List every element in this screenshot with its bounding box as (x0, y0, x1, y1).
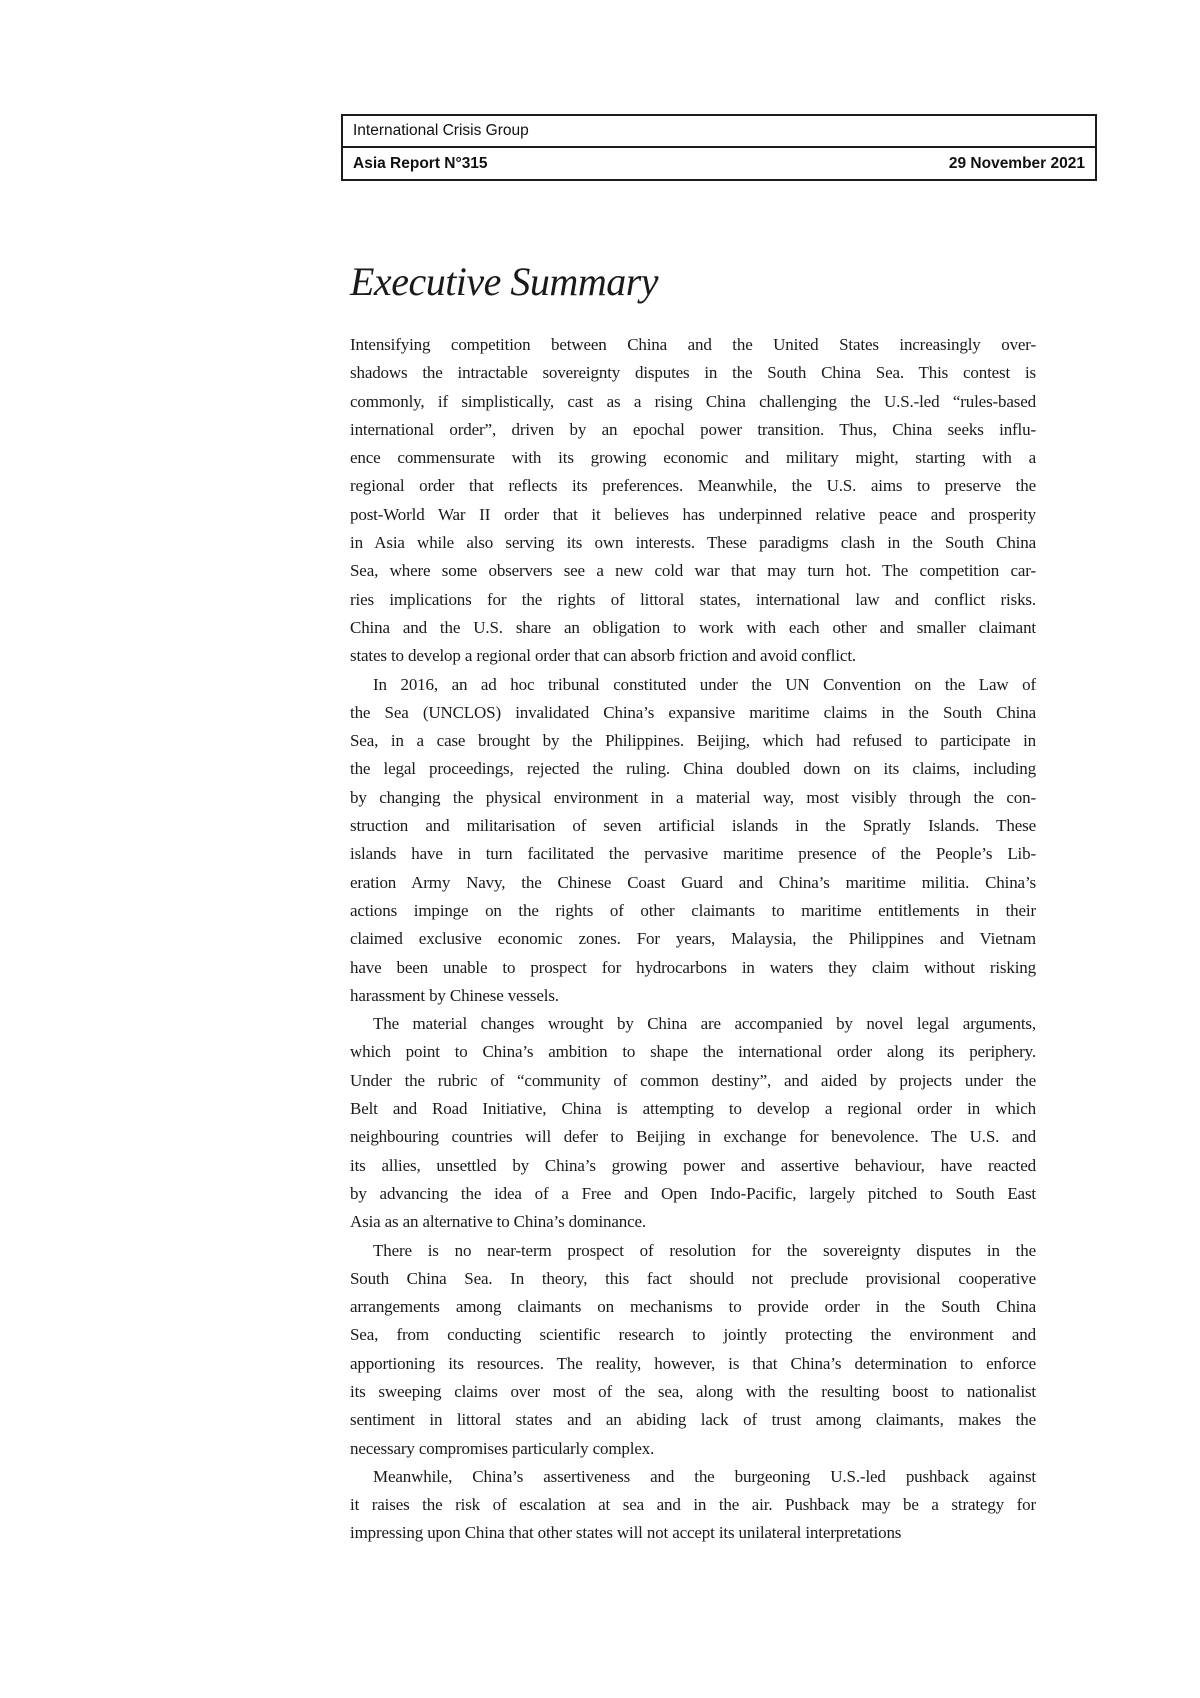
text-line: There is no near-term prospect of resolution for the sovereignty disputes in the (373, 1240, 1036, 1260)
text-line: apportioning its resources. The reality, however, is that China’s determination to enforce (350, 1353, 1036, 1373)
paragraph (350, 331, 1036, 671)
report-date: 29 November 2021 (948, 155, 1085, 172)
text-line: Under the rubric of “community of common destiny”, and aided by projects under the (350, 1070, 1036, 1090)
text-line: have been unable to prospect for hydrocarbons in waters they claim without risking (350, 957, 1036, 977)
paragraph (350, 1010, 1036, 1236)
paragraph (350, 1237, 1036, 1463)
section-title: Executive Summary (350, 259, 659, 304)
text-line: sentiment in littoral states and an abiding lack of trust among claimants, makes the (350, 1410, 1036, 1430)
text-line: actions impinge on the rights of other claimants to maritime entitlements in their (350, 900, 1036, 920)
text-line: Intensifying competition between China and the United States increasingly over- (350, 335, 1036, 354)
text-line: eration Army Navy, the Chinese Coast Guard and China’s maritime militia. China’s (350, 872, 1036, 892)
text-line: shadows the intractable sovereignty disputes in the South China Sea. This contest is (350, 363, 1036, 383)
text-line: impressing upon China that other states will not accept its unilateral interpretations (350, 1523, 902, 1543)
text-line: islands have in turn facilitated the pervasive maritime presence of the People’s Lib- (350, 844, 1036, 864)
text-line: states to develop a regional order that can absorb friction and avoid conflict. (350, 646, 856, 666)
text-line: South China Sea. In theory, this fact should not preclude provisional cooperative (350, 1268, 1036, 1288)
executive-summary-body (350, 331, 1036, 1548)
text-line: by advancing the idea of a Free and Open Indo-Pacific, largely pitched to South East (350, 1183, 1036, 1203)
paragraph (350, 1463, 1036, 1548)
report-header-meta (343, 148, 1095, 179)
text-line: its sweeping claims over most of the sea, along with the resulting boost to nationalist (350, 1381, 1036, 1401)
text-line: regional order that reflects its preferences. Meanwhile, the U.S. aims to preserve the (350, 476, 1036, 496)
text-line: in Asia while also serving its own interests. These paradigms clash in the South China (350, 533, 1036, 553)
text-line: post-World War II order that it believes has underpinned relative peace and prosperity (350, 504, 1036, 524)
text-line: Sea, from conducting scientific research to jointly protecting the environment and (350, 1325, 1036, 1345)
text-line: claimed exclusive economic zones. For years, Malaysia, the Philippines and Vietnam (350, 929, 1036, 949)
organization-name: International Crisis Group (343, 116, 1095, 148)
text-line: international order”, driven by an epochal power transition. Thus, China seeks influ- (350, 419, 1036, 439)
text-line: In 2016, an ad hoc tribunal constituted under the UN Convention on the Law of (373, 674, 1036, 694)
text-line: Meanwhile, China’s assertiveness and the burgeoning U.S.-led pushback against (373, 1466, 1036, 1486)
text-line: neighbouring countries will defer to Beijing in exchange for benevolence. The U.S. and (350, 1127, 1036, 1147)
text-line: commonly, if simplistically, cast as a rising China challenging the U.S.-led “rules-based (350, 391, 1036, 411)
text-line: the Sea (UNCLOS) invalidated China’s expansive maritime claims in the South China (350, 702, 1036, 722)
text-line: harassment by Chinese vessels. (350, 985, 559, 1005)
text-line: ries implications for the rights of littoral states, international law and conflict risks. (350, 589, 1036, 609)
text-line: China and the U.S. share an obligation to work with each other and smaller claimant (350, 617, 1036, 637)
text-line: Sea, where some observers see a new cold war that may turn hot. The competition car- (350, 561, 1036, 581)
text-line: the legal proceedings, rejected the ruling. China doubled down on its claims, including (350, 759, 1036, 779)
report-number: Asia Report N°315 (353, 155, 488, 172)
report-header (341, 114, 1097, 181)
text-line: ence commensurate with its growing economic and military might, starting with a (350, 448, 1036, 468)
text-line: it raises the risk of escalation at sea and in the air. Pushback may be a strategy for (350, 1495, 1036, 1515)
text-line: Asia as an alternative to China’s dominance. (350, 1212, 647, 1232)
text-line: by changing the physical environment in a material way, most visibly through the con- (350, 787, 1036, 807)
text-line: struction and militarisation of seven artificial islands in the Spratly Islands. These (350, 816, 1036, 836)
paragraph (350, 671, 1036, 1011)
text-line: Sea, in a case brought by the Philippines. Beijing, which had refused to participate in (350, 731, 1036, 751)
text-line: Belt and Road Initiative, China is attempting to develop a regional order in which (350, 1099, 1036, 1119)
text-line: which point to China’s ambition to shape the international order along its periphery. (350, 1042, 1036, 1062)
text-line: necessary compromises particularly complex. (350, 1438, 655, 1458)
text-line: arrangements among claimants on mechanisms to provide order in the South China (350, 1297, 1036, 1317)
text-line: The material changes wrought by China are accompanied by novel legal arguments, (373, 1014, 1036, 1034)
text-line: its allies, unsettled by China’s growing power and assertive behaviour, have reacted (350, 1155, 1036, 1175)
